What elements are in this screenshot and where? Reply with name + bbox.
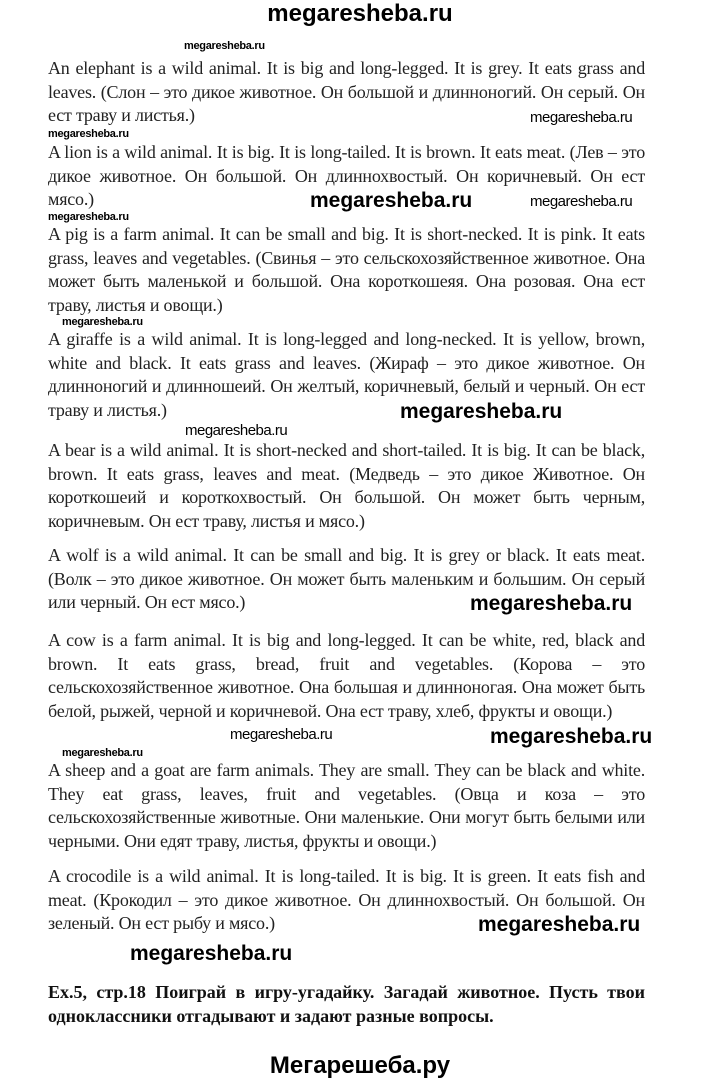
exercise-task: Ex.5, стр.18 Поиграй в игру-угадайку. Загадай животное. Пусть твои одноклассники отгадывают и задают разные вопросы. — [48, 982, 645, 1026]
site-header: megaresheba.ru — [267, 0, 453, 27]
watermark: megaresheba.ru — [130, 942, 293, 965]
paragraph-elephant: An elephant is a wild animal. It is big and long-legged. It is grey. It eats grass and leaves. (Слон – это дикое животное. Он большой и длинноногий. Он серый. Он ест траву и листья.) — [48, 58, 645, 126]
watermark: megaresheba.ru — [48, 128, 129, 140]
watermark: megaresheba.ru — [400, 400, 563, 423]
watermark: megaresheba.ru — [185, 422, 288, 439]
watermark: megaresheba.ru — [62, 316, 143, 328]
paragraph-giraffe: A giraffe is a wild animal. It is long-legged and long-necked. It is yellow, brown, white and black. It eats grass and leaves. (Жираф – это дикое животное. Он длинноногий и длинношеий. Он желтый, коричневый, белый и черный. Он ест траву и листья.) — [48, 329, 645, 420]
watermark: megaresheba.ru — [62, 747, 143, 759]
watermark: megaresheba.ru — [310, 189, 473, 212]
paragraph-pig: A pig is a farm animal. It can be small and big. It is short-necked. It is pink. It eats grass, leaves and vegetables. (Свинья – это сельскохозяйственное животное. Она может быть маленькой и большой. Она короткошеяя. Она розовая. Она ест траву, листья и овощи.) — [48, 224, 645, 315]
paragraph-cow: A cow is a farm animal. It is big and long-legged. It can be white, red, black and brown. It eats grass, bread, fruit and vegetables. (Корова – это сельскохозяйственное животное. Она большая и длинноногая. Она может быть белой, рыжей, черной и коричневой. Она ест траву, хлеб, фрукты и овощи.) — [48, 630, 645, 721]
paragraph-wolf: A wolf is a wild animal. It can be small and big. It is grey or black. It eats meat. (Волк – это дикое животное. Он может быть маленьким и большим. Он серый или черный. Он ест мясо.) — [48, 545, 645, 613]
watermark: megaresheba.ru — [48, 211, 129, 223]
watermark: megaresheba.ru — [230, 726, 333, 743]
paragraph-crocodile: A crocodile is a wild animal. It is long-tailed. It is big. It is green. It eats fish and meat. (Крокодил – это дикое животное. Он длиннохвостый. Он большой. Он зеленый. Он ест рыбу и мясо.) — [48, 866, 645, 934]
paragraph-sheep-goat: A sheep and a goat are farm animals. They are small. They can be black and white. They eat grass, leaves, fruit and vegetables. (Овца и коза – это сельскохозяйственные животные. Они маленькие. Они могут быть белыми или черными. Они едят траву, листья, фрукты и овощи.) — [48, 760, 645, 851]
watermark: megaresheba.ru — [184, 40, 265, 52]
watermark: megaresheba.ru — [530, 109, 633, 126]
paragraph-bear: A bear is a wild animal. It is short-necked and short-tailed. It is big. It can be black, brown. It eats grass, leaves and meat. (Медведь – это дикое Животное. Он короткошеий и короткохвостый. Он большой. Он может быть черным, коричневым. Он ест траву, листья и мясо.) — [48, 440, 645, 531]
watermark: megaresheba.ru — [530, 193, 633, 210]
watermark: megaresheba.ru — [470, 592, 633, 615]
watermark: megaresheba.ru — [490, 725, 653, 748]
paragraph-lion: A lion is a wild animal. It is big. It is long-tailed. It is brown. It eats meat. (Лев – это дикое животное. Он большой. Он длиннохвостый. Он коричневый. Он ест мясо.) — [48, 142, 645, 210]
site-footer: Мегарешеба.ру — [269, 1052, 451, 1079]
watermark: megaresheba.ru — [478, 913, 641, 936]
